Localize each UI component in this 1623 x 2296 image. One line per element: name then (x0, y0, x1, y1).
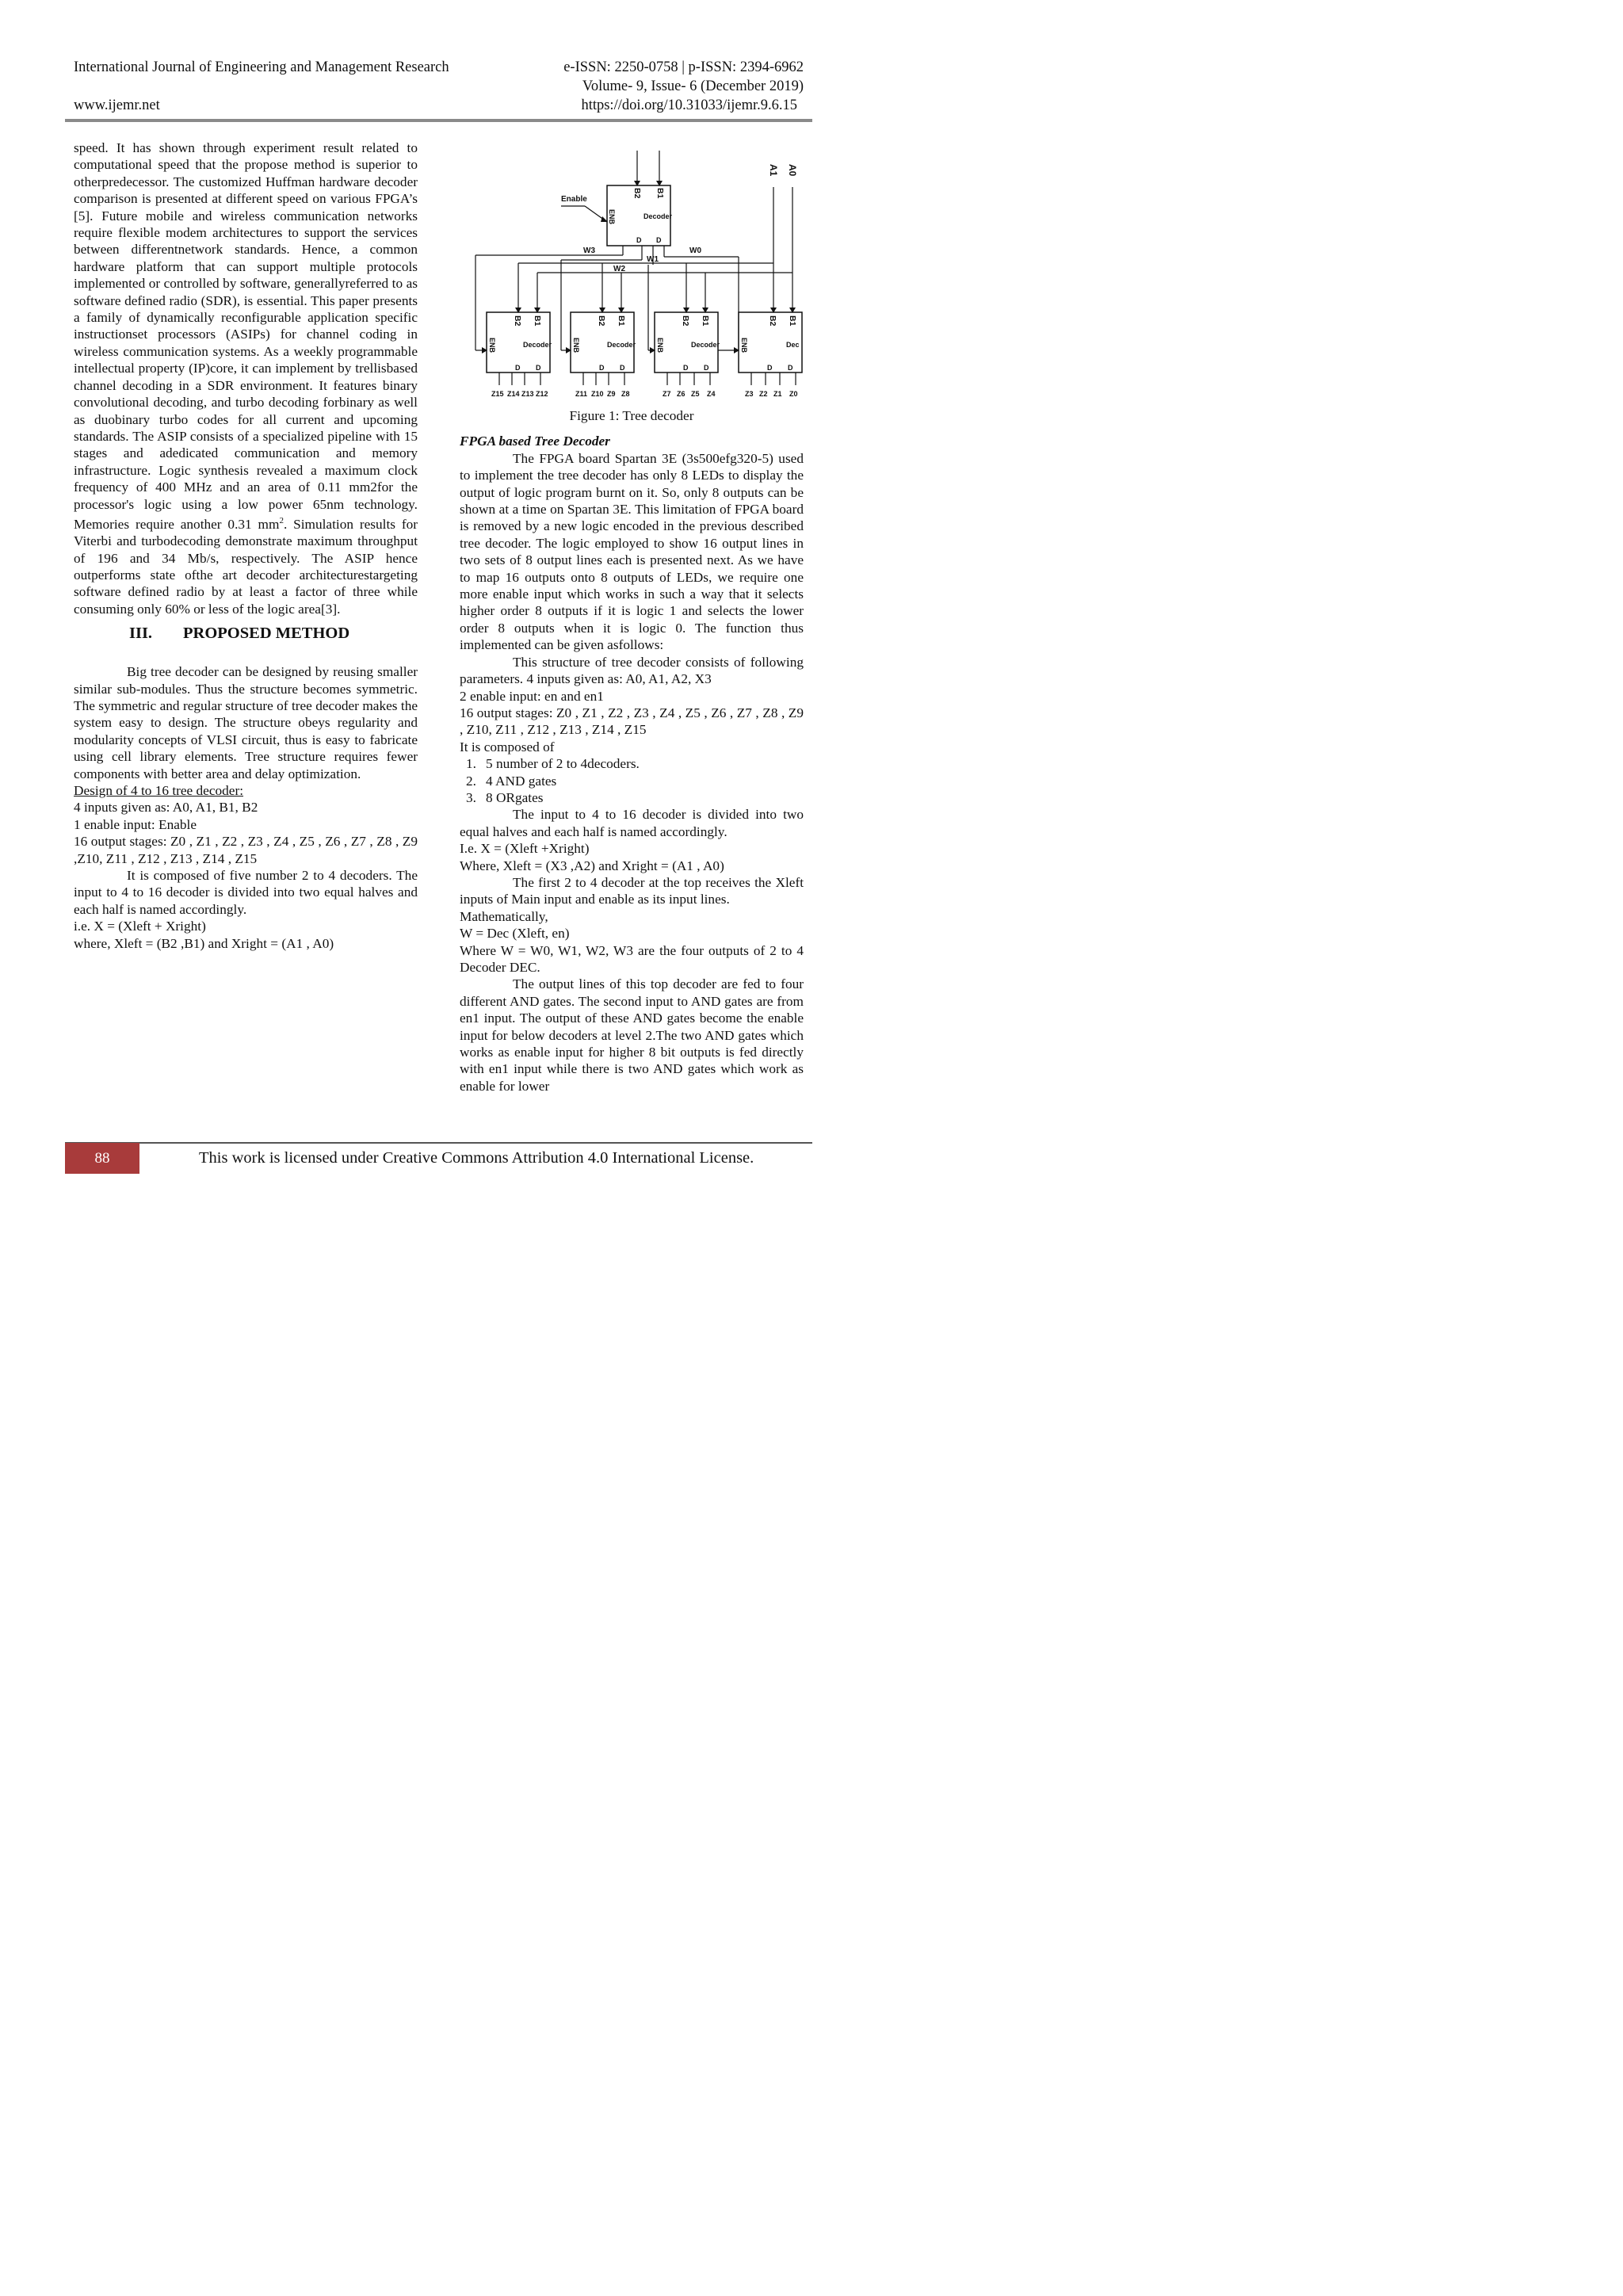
inputs-line: 4 inputs given as: A0, A1, B1, B2 (74, 800, 258, 816)
list-item (460, 755, 804, 772)
page (0, 0, 872, 1233)
label-b2: B2 (513, 315, 522, 327)
doi-link[interactable]: https://doi.org/10.31033/ijemr.9.6.15 (581, 97, 797, 113)
section-title: PROPOSED METHOD (183, 625, 350, 643)
list-number: 2. (466, 773, 476, 789)
paragraph: The first 2 to 4 decoder at the top receives the Xleft inputs of Main input and enable as its input lines. (460, 874, 804, 907)
section-heading (74, 624, 418, 643)
paragraph (74, 139, 418, 617)
where-line: Where W = W0, W1, W2, W3 are the four outputs of 2 to 4 Decoder DEC. (460, 942, 804, 975)
list-text: 8 ORgates (486, 789, 544, 805)
right-column (460, 139, 804, 1095)
label-d: D (683, 364, 689, 372)
tree-decoder-figure (460, 143, 804, 406)
input-label-a0: A0 (787, 164, 798, 177)
paragraph-text: speed. It has shown through experiment result related to computational speed that the propose method is superior to otherpredecessor. The customized Huffman hardware decoder comparison is presented at different speed on various FPGA’s [5]. Future mobile and wireless communication networks require flexible modem architectures to support the services between differentnetwork standards. Hence, a common hardware platform that can support multiple protocols implemented or controlled by software, generallyreferred to as software defined radio (SDR), is essential. This paper presents a family of dynamically reconfigurable application specific instructionset processors (ASIPs) for channel coding in wireless communication systems. As a weekly programmable intellectual property (IP)core, it can implement by trellisbased channel decoding in a SDR environment. It features binary convolutional decoding, and turbo decoding forbinary as well as duobinary turbo codes for all current and upcoming standards. The ASIP consists of a specialized pipeline with 15 stages and adedicated communication and memory infrastructure. Logic synthesis revealed a maximum clock frequency of 400 MHz and an area of 0.11 mm2for the processor's logic using a low power 65nm technology. Memories require another 0.31 mm (74, 140, 418, 532)
wire-label-w3: W3 (583, 246, 595, 255)
input-label-b2: B2 (632, 188, 642, 199)
label-enb: ENB (488, 338, 496, 353)
output-label-d: D (656, 236, 662, 244)
output-label: Z15 (491, 390, 504, 398)
label-decoder: Decoder (691, 341, 720, 349)
label-decoder: Decoder (523, 341, 552, 349)
label-b2: B2 (768, 315, 777, 327)
label-enb: ENB (656, 338, 664, 353)
list-text: 5 number of 2 to 4decoders. (486, 756, 640, 772)
label-enb: ENB (572, 338, 580, 353)
subsection-heading: FPGA based Tree Decoder (460, 434, 610, 449)
enable-label: Enable (561, 195, 587, 204)
wire-label-w2: W2 (613, 265, 625, 273)
website-link[interactable]: www.ijemr.net (74, 97, 160, 113)
enable-line: 1 enable input: Enable (74, 816, 197, 832)
paragraph: Big tree decoder can be designed by reusing smaller similar sub-modules. Thus the structure becomes symmetric. The symmetric and regular structure of tree decoder makes the system easy to design. The structure obeys regularity and modularity concepts of VLSI circuit, thus is easy to fabricate using cell library elements. Tree structure requires fewer components with better area and delay optimization. (74, 664, 418, 781)
label-b2: B2 (681, 315, 690, 327)
output-label: Z3 (745, 390, 754, 398)
label-decoder: Dec (786, 341, 800, 349)
output-label: Z13 (521, 390, 534, 398)
input-label-b1: B1 (655, 188, 665, 199)
label-b1: B1 (617, 315, 626, 327)
output-label: Z2 (759, 390, 768, 398)
list-number: 1. (466, 756, 476, 772)
label-d: D (704, 364, 709, 372)
paragraph-text: . Simulation results for Viterbi and turbodecoding demonstrate maximum throughput of 196 and 34 Mb/s, respectively. The ASIP hence outperforms state ofthe art decoder architecturestargeting software defined radio by at least a factor of three while consuming only 60% or less of the logic area[3]. (74, 516, 418, 617)
label-decoder: Decoder (607, 341, 636, 349)
output-label: Z14 (507, 390, 520, 398)
label-b1: B1 (701, 315, 710, 327)
paragraph: This structure of tree decoder consists of following parameters. 4 inputs given as: A0, A1, A2, X3 (460, 654, 804, 687)
where-line: Where, Xleft = (X3 ,A2) and Xright = (A1 , A0) (460, 858, 724, 873)
wire-label-w1: W1 (647, 255, 659, 264)
label-d: D (788, 364, 793, 372)
label-d: D (515, 364, 521, 372)
journal-title: International Journal of Engineering and Management Research (74, 59, 449, 75)
output-label: Z0 (789, 390, 798, 398)
outputs-line: 16 output stages: Z0 , Z1 , Z2 , Z3 , Z4 , Z5 , Z6 , Z7 , Z8 , Z9 ,Z10, Z11 , Z12 , Z13 , Z14 , Z15 (74, 834, 418, 866)
component-list (460, 755, 804, 806)
list-number: 3. (466, 789, 476, 805)
superscript: 2 (279, 515, 284, 525)
where-line: where, Xleft = (B2 ,B1) and Xright = (A1 , A0) (74, 935, 334, 951)
output-label: Z10 (591, 390, 604, 398)
volume-line: Volume- 9, Issue- 6 (December 2019) (582, 78, 804, 94)
enable-line: 2 enable input: en and en1 (460, 688, 604, 704)
figure-caption: Figure 1: Tree decoder (569, 408, 694, 423)
label-d: D (620, 364, 625, 372)
license-text: This work is licensed under Creative Commons Attribution 4.0 International License. (199, 1149, 754, 1167)
enb-label: ENB (608, 209, 616, 225)
label-b1: B1 (788, 315, 797, 327)
equation-line: i.e. X = (Xleft + Xright) (74, 919, 206, 934)
label-d: D (767, 364, 773, 372)
label-d: D (599, 364, 605, 372)
label-d: D (536, 364, 541, 372)
paragraph: The input to 4 to 16 decoder is divided into two equal halves and each half is named accordingly. (460, 807, 804, 839)
label-b1: B1 (533, 315, 542, 327)
wire-label-w0: W0 (689, 246, 701, 255)
outputs-line: 16 output stages: Z0 , Z1 , Z2 , Z3 , Z4 , Z5 , Z6 , Z7 , Z8 , Z9 , Z10, Z11 , Z12 , Z13 , Z14 , Z15 (460, 705, 804, 738)
left-column (74, 139, 418, 952)
output-label: Z1 (773, 390, 782, 398)
output-label: Z11 (575, 390, 588, 398)
math-line: Mathematically, (460, 908, 548, 924)
paragraph: The output lines of this top decoder are fed to four different AND gates. The second input to AND gates are from en1 input. The output of these AND gates become the enable input for below decoders at level 2.The two AND gates which works as enable input for higher 8 bit outputs is fed directly with en1 input while there is two AND gates which work as enable for lower (460, 976, 804, 1094)
output-label: Z6 (677, 390, 685, 398)
issn-line: e-ISSN: 2250-0758 | p-ISSN: 2394-6962 (563, 59, 804, 75)
input-label-a1: A1 (768, 164, 779, 177)
equation-line: W = Dec (Xleft, en) (460, 926, 570, 942)
composed-line: It is composed of (460, 739, 555, 755)
list-text: 4 AND gates (486, 773, 557, 789)
paragraph: The FPGA board Spartan 3E (3s500efg320-5) used to implement the tree decoder has only 8 LEDs to display the output of logic program burnt on it. So, only 8 outputs can be shown at a time on Spartan 3E. This limitation of FPGA board is removed by a new logic encoded in the previous described tree decoder. The logic employed to show 16 output lines in two sets of 8 output lines each is presented next. As we have to map 16 outputs onto 8 outputs of LEDs, we require one more enable input which works in such a way that it selects higher order 8 outputs if it is logic 1 and selects the lower order 8 outputs when it is logic 0. The function thus implemented can be given asfollows: (460, 450, 804, 653)
list-item (460, 789, 804, 806)
label-enb: ENB (740, 338, 748, 353)
output-label: Z9 (607, 390, 616, 398)
page-number-box (65, 1143, 139, 1174)
equation-line: I.e. X = (Xleft +Xright) (460, 841, 590, 857)
header-rule (65, 119, 812, 122)
page-number: 88 (94, 1150, 110, 1167)
footer-rule (65, 1142, 812, 1144)
section-number: III. (129, 625, 153, 643)
output-label: Z4 (707, 390, 716, 398)
paragraph: It is composed of five number 2 to 4 decoders. The input to 4 to 16 decoder is divided into two equal halves and each half is named accordingly. (74, 868, 418, 917)
output-label: Z5 (691, 390, 700, 398)
label-b2: B2 (597, 315, 606, 327)
decoder-label: Decoder (643, 212, 673, 220)
list-item (460, 773, 804, 789)
output-label: Z7 (663, 390, 671, 398)
output-label: Z8 (621, 390, 630, 398)
output-label-d: D (636, 236, 642, 244)
design-heading: Design of 4 to 16 tree decoder: (74, 782, 244, 798)
output-label: Z12 (536, 390, 548, 398)
